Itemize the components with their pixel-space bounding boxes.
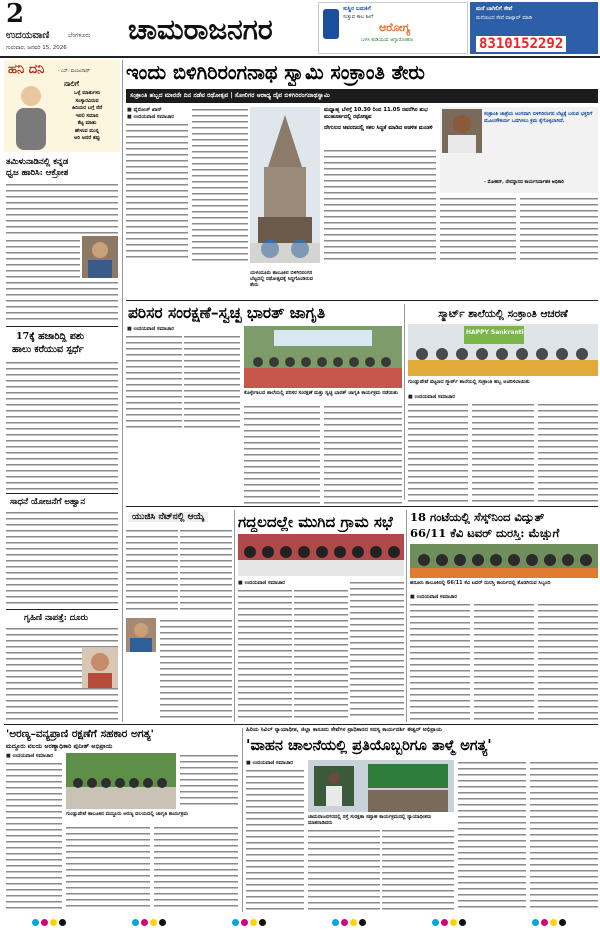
honey-logo: ಹನಿ ದನಿ	[8, 62, 45, 77]
left-story-1-text-3	[6, 280, 118, 322]
story-6-text-col-1	[410, 602, 470, 720]
story-3-caption: ಗುಂಡ್ಲುಪೇಟೆ ಪಟ್ಟಣದ ಸ್ಮಾರ್ಟ್ ಶಾಲೆಯಲ್ಲಿ ಸಂಕ್ರಾಂತಿ ಹಬ್ಬ ಆಚರಿಸಲಾಯಿತು	[408, 379, 530, 385]
story-4-text-col-2	[180, 528, 232, 614]
story-6-text-col-2	[474, 602, 534, 720]
left-story-2-text	[6, 360, 118, 490]
masthead-rule	[0, 56, 600, 58]
honey-author: - ಎಸ್. ಮಂಜುನಾಥ್	[58, 69, 90, 74]
poem-line: ಕೆಟ್ಟ ಮಾತು	[77, 120, 97, 126]
lead-text-col-2	[192, 107, 248, 262]
lead-bullet-1: ಮಧ್ಯಾಹ್ನ ಬೆಳಗ್ಗೆ 10.30 ರಿಂದ 11.05 ರವರೆಗಿನ ಶುಭ ಮುಹೂರ್ತದಲ್ಲಿ ರಥೋತ್ಸವ	[324, 107, 428, 120]
lead-text-col-5	[520, 196, 598, 264]
story-2-photo	[244, 326, 402, 388]
story-2-headline: ಪರಿಸರ ಸಂರಕ್ಷಣೆ–ಸ್ವಚ್ಛ ಭಾರತ್ ಜಾಗೃತಿ	[128, 303, 326, 322]
story-8-text-col-4	[308, 828, 380, 910]
story-4-photo	[126, 618, 156, 652]
story-6-photo	[410, 544, 598, 578]
district-title: ಚಾಮರಾಜನಗರ	[128, 13, 273, 46]
left-headline-1: ತಮಿಳುನಾಡಿನಲ್ಲಿ ಕನ್ನಡ	[6, 157, 69, 167]
story-2-text-col-2	[184, 334, 240, 430]
page-number: 2	[6, 0, 25, 29]
honey-title: ನಾಲಿಗೆ	[64, 80, 79, 88]
story-3-text-col-1	[408, 402, 468, 502]
lead-quote-box	[440, 107, 598, 193]
story-8-text-col-2	[458, 760, 526, 910]
story-5-text-col-2	[294, 588, 348, 720]
story-6-headline-1: 18 ಗಂಟೆಯಲ್ಲಿ ಸೆಸ್ಕ್‌ನಿಂದ ವಿದ್ಯುತ್	[410, 510, 545, 524]
lead-text-col-1	[126, 122, 188, 262]
story-6-caption: ಹನೂರು ತಾಲೂಕಿನಲ್ಲಿ 66/11 ಕೆವಿ ಟವರ್ ದುರಸ್ತಿ ಕಾರ್ಯದಲ್ಲಿ ತೊಡಗಿರುವ ಸಿಬ್ಬಂದಿ	[410, 580, 551, 586]
divider	[126, 506, 598, 507]
story-8-headline: 'ವಾಹನ ಚಾಲನೆಯಲ್ಲಿ ಪ್ರತಿಯೊಬ್ಬರಿಗೂ ತಾಳ್ಮೆ ಅಗತ್ಯ'	[246, 737, 492, 754]
story-6-text-col-3	[538, 602, 598, 720]
story-3-bureau: ■ ಉದಯವಾಣಿ ಸಮಾಚಾರ	[408, 394, 455, 400]
lead-bullets	[324, 107, 436, 132]
divider	[6, 493, 118, 494]
story-7-photo	[66, 753, 176, 809]
registration-dots	[232, 911, 268, 930]
official-portrait	[442, 109, 482, 153]
left-story-1-text	[6, 182, 118, 236]
masthead-ad-1	[318, 2, 468, 54]
story-5-photo	[238, 534, 404, 576]
story-7-subhead: ಮದ್ದೂರು ವಲಯ ಅರಣ್ಯಾಧಿಕಾರಿ ಪುನೀತ್ ಅಭಿಪ್ರಾಯ	[6, 743, 113, 750]
poem-line: ಒಳ್ಳೆ ಮಾತುಗಳು	[73, 90, 101, 96]
story-4-headline: ಯುಜಿಸಿ ನೆಟ್‌ನಲ್ಲಿ ಆಯ್ಕೆ	[128, 512, 208, 522]
story-2-text-col-3	[244, 404, 320, 504]
left-story-3-text	[6, 510, 118, 606]
ad-2-line-1: ಮನೆ ಬಾಗಿಲಿಗೆ ಸೇವೆ	[476, 6, 513, 12]
lead-chariot-photo	[250, 107, 320, 263]
story-8-text-col-5	[382, 828, 454, 910]
masthead-ad-2	[470, 2, 598, 54]
lead-bullet-2: ದೇಗುಲದ ಆವರಣದಲ್ಲಿ ಸಕಲ ಸಿದ್ಧತೆ ಮಾಡಿದ ಆಡಳಿತ ಮಂಡಳಿ	[324, 125, 433, 131]
ad-1-line-2: ಸುತ್ತುವ ಕಾಲ ಹೀಗೆ	[343, 14, 374, 20]
print-registration-marks	[0, 914, 600, 926]
ad-1-line-1: ಸುಸ್ಥಿರ ಬದುಕಿಗೆ	[343, 6, 371, 12]
poem-line: ಹಿರಿಯರ ಬಗ್ಗೆ ನೆನೆ	[71, 105, 103, 111]
left-headline-1b: ಧ್ವಜ ಹಾರಿಸಿ: ಆಕ್ರೋಶ	[6, 168, 69, 178]
column-divider	[404, 304, 405, 500]
story-8-kicker: ಹಿರಿಯ ಸಿವಿಲ್ ನ್ಯಾಯಾಧೀಶ, ಜಿಲ್ಲಾ ಕಾನೂನು ಸೇವೆಗಳ ಪ್ರಾಧಿಕಾರದ ಸದಸ್ಯ ಕಾರ್ಯದರ್ಶಿ ಈಶ್ವರ್ ಅಭಿಪ್ರಾಯ	[246, 727, 442, 733]
story-3-photo	[408, 324, 598, 376]
lead-subhead: ಸಂಕ್ರಾಂತಿ ಹಬ್ಬದ ಮಾರನೇ ದಿನ ನಡೆವ ರಥೋತ್ಸವ | ಸೋಲಿಗರ ಆರಾಧ್ಯ ದೈವ ಬಿಳಿಗಿರಿರಂಗನಾಥಸ್ವಾಮಿ	[126, 89, 598, 103]
lead-photo-caption: ಯಳಂದೂರು ತಾಲೂಕಿನ ಬಿಳಿಗಿರಿರಂಗನ ಬೆಟ್ಟದಲ್ಲಿ ರಥೋತ್ಸವಕ್ಕೆ ಸಿದ್ಧಗೊಂಡಿರುವ ತೇರು	[250, 270, 313, 288]
story-2-text-col-1	[126, 334, 182, 430]
date-line: ಗುರುವಾರ, ಜನವರಿ 15, 2026	[6, 45, 67, 51]
left-story-1-photo	[82, 236, 118, 278]
quote-author: - ಮೋಹನ್, ದೇವಸ್ಥಾನದ ಕಾರ್ಯನಿರ್ವಾಹಕ ಅಧಿಕಾರಿ	[484, 180, 564, 185]
left-story-4-photo	[82, 648, 118, 688]
story-2-caption: ಕೊಳ್ಳೇಗಾಲದ ಶಾಲೆಯಲ್ಲಿ ಪರಿಸರ ಸಂರಕ್ಷಣೆ ಮತ್ತು ಸ್ವಚ್ಛ ಭಾರತ್ ಜಾಗೃತಿ ಕಾರ್ಯಕ್ರಮ ನಡೆಯಿತು	[244, 390, 399, 396]
registration-dots	[532, 911, 568, 930]
divider	[4, 724, 598, 725]
lead-text-col-4	[440, 196, 516, 264]
story-7-text-col-3	[66, 825, 150, 911]
poem-line: ಅರಿ ಆದರೆ ತಪ್ಪು	[74, 135, 100, 141]
story-2-bureau: ■ ಉದಯವಾಣಿ ಸಮಾಚಾರ	[127, 326, 174, 332]
story-7-text-col-2	[180, 753, 238, 809]
honey-dani-box	[4, 60, 120, 152]
sankranti-banner: HAPPY Sankranti	[466, 329, 524, 336]
phone-graphic	[323, 9, 339, 39]
story-4-text-col-3	[160, 618, 232, 720]
story-4-text-col-1	[126, 528, 178, 614]
registration-dots	[132, 911, 168, 930]
story-6-headline-2: 66/11 ಕೆವಿ ಟವರ್ ದುರಸ್ತಿ: ಮೆಚ್ಚುಗೆ	[410, 526, 560, 540]
registration-dots	[332, 911, 368, 930]
story-5-bureau: ■ ಉದಯವಾಣಿ ಸಮಾಚಾರ	[238, 580, 285, 586]
lead-bureau: ■ ಉದಯವಾಣಿ ಸಮಾಚಾರ	[127, 114, 174, 120]
story-3-headline: ಸ್ಮಾರ್ಟ್ ಶಾಲೆಯಲ್ಲಿ ಸಂಕ್ರಾಂತಿ ಆಚರಣೆ	[438, 308, 568, 320]
column-divider	[122, 60, 123, 722]
registration-dots	[32, 911, 68, 930]
story-7-headline: 'ಅರಣ್ಯ–ವನ್ಯಪ್ರಾಣಿ ರಕ್ಷಣೆಗೆ ಸಹಕಾರ ಅಗತ್ಯ'	[6, 728, 154, 740]
divider	[6, 609, 118, 610]
lead-text-col-3	[324, 148, 436, 264]
honey-portrait-illustration	[10, 82, 52, 150]
story-8-text-col-3	[530, 760, 598, 910]
lead-headline: ಇಂದು ಬಿಳಿಗಿರಿರಂಗನಾಥ ಸ್ವಾಮಿ ಸಂಕ್ರಾಂತಿ ತೇರು	[126, 61, 425, 84]
story-3-text-col-2	[472, 402, 534, 502]
left-headline-3: ಸಾಧನೆ ಯೋಜನೆಗೆ ಅಹ್ವಾನ	[10, 497, 86, 507]
story-5-text-col-3	[350, 580, 404, 720]
left-headline-4: ಗೃಹಿಣಿ ನಾಪತ್ತೆ: ದೂರು	[24, 613, 88, 623]
story-7-text-col-4	[154, 825, 238, 911]
story-5-headline: ಗದ್ದಲದಲ್ಲೇ ಮುಗಿದ ಗ್ರಾಮ ಸಭೆ	[238, 513, 393, 531]
story-2-text-col-4	[324, 404, 402, 504]
lead-byline: ■ ಫೈರೋಜ್ ಖಾನ್	[127, 107, 162, 113]
column-divider	[242, 728, 243, 912]
poem-line: ಇರಲಿ ಸಮಾನ	[75, 112, 99, 119]
quote-text: ಸಂಕ್ರಾಂತಿ ಜಾತ್ರೆಯ ಅಂಗವಾಗಿ ಬಿಳಿಗಿರಿರಂಗನ ಬೆಟ್ಟಕ್ಕೆ ಬರುವ ಭಕ್ತರಿಗೆ ಮೂಲಸೌಕರ್ಯ ಒದಗಿಸಲು ಕ್ರಮ ಕೈಗೊಳ್ಳಲಾಗಿದೆ.	[484, 111, 593, 124]
divider	[6, 326, 118, 327]
story-8-text-col-1	[246, 768, 304, 910]
story-8-bureau: ■ ಉದಯವಾಣಿ ಸಮಾಚಾರ	[246, 760, 293, 766]
column-divider	[406, 510, 407, 722]
left-headline-2: 17ಕ್ಕೆ ಹಜಾರಿದ್ದಿ ಪಶು	[16, 331, 85, 342]
edition-name: ಬೆಂಗಳೂರು	[68, 32, 91, 39]
left-headline-2b: ಹಾಲು ಕರೆಯುವ ಸ್ಪರ್ಧೆ	[12, 344, 84, 355]
column-divider	[234, 510, 235, 722]
honey-poem	[56, 90, 118, 143]
masthead	[0, 0, 600, 56]
story-8-photo	[308, 760, 454, 812]
story-3-text-col-3	[538, 402, 598, 502]
story-6-bureau: ■ ಉದಯವಾಣಿ ಸಮಾಚಾರ	[410, 594, 457, 600]
story-8-caption: ಚಾಮರಾಜನಗರದಲ್ಲಿ ರಸ್ತೆ ಸುರಕ್ಷತಾ ಸಪ್ತಾಹ ಕಾರ್ಯಕ್ರಮದಲ್ಲಿ ನ್ಯಾಯಾಧೀಶರು ಮಾತನಾಡಿದರು	[308, 814, 432, 826]
story-7-text-col-1	[6, 761, 62, 911]
ad-1-brand: ಆರೋಗ್ಯ	[379, 21, 411, 34]
ad-1-sub: ಬಳಸಿ ಕುಡಿಯುವ ಆಗ್ಯಾರೋಹಣ	[361, 37, 414, 43]
poem-line: ಸಂಸ್ಕಾರವಿರುವ	[75, 97, 99, 104]
divider	[126, 300, 598, 301]
registration-dots	[432, 911, 468, 930]
story-7-caption: ಗುಂಡ್ಲುಪೇಟೆ ತಾಲೂಕಿನ ಮದ್ದೂರು ಅರಣ್ಯ ವಲಯದಲ್ಲಿ ಜಾಗೃತಿ ಕಾರ್ಯಕ್ರಮ	[66, 811, 189, 817]
story-5-text-col-1	[238, 588, 292, 720]
ad-2-phone: 8310152292	[476, 36, 566, 52]
paper-name: ಉದಯವಾಣಿ	[6, 30, 50, 41]
ad-2-line-2: ಮನೆಯಿಂದ ಸೇವೆ ವಾಟ್ಸಾಪ್ ಮಾಡಿ	[476, 15, 533, 21]
poem-line: ಹೇಳುವ ಮುನ್ನ	[74, 127, 100, 134]
story-7-bureau: ■ ಉದಯವಾಣಿ ಸಮಾಚಾರ	[6, 753, 53, 759]
